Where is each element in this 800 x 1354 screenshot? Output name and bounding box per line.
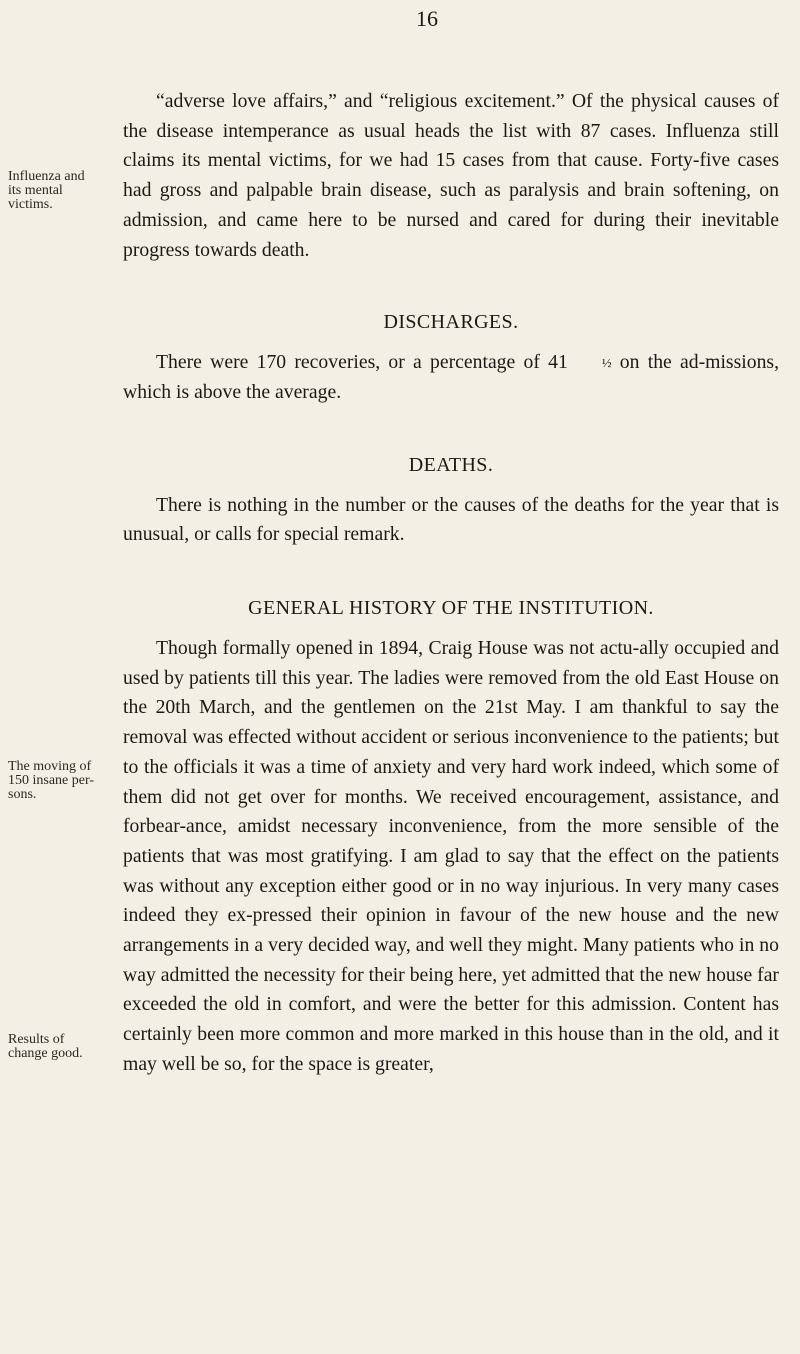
discharges-fraction: ½ [601, 355, 612, 371]
discharges-heading: DISCHARGES. [383, 311, 519, 334]
deaths-heading: DEATHS. [408, 453, 494, 476]
discharges-text-start: There were 170 recoveries, or a percentage of 41 [156, 351, 568, 374]
margin-note-line: victims. [8, 197, 53, 212]
margin-note-line: Results of [8, 1032, 65, 1047]
margin-note-line: its mental [8, 183, 63, 198]
discharges-text-end: on the ad-missions, which is above the average. [123, 351, 779, 403]
discharges-paragraph [123, 348, 779, 407]
margin-note-line: 150 insane per- [8, 773, 95, 788]
deaths-paragraph: There is nothing in the number or the causes of the deaths for the year that is unusual, or calls for special remark. [123, 493, 779, 546]
margin-note-influenza [8, 170, 112, 212]
history-heading: GENERAL HISTORY OF THE INSTITUTION. [248, 597, 654, 620]
main-text [123, 87, 779, 1080]
page-number: 16 [416, 6, 438, 31]
history-paragraph: Though formally opened in 1894, Craig House was not actu-ally occupied and used by patients till this year. The ladies were removed from the old East House on the 20th March, and the gentlemen on the 21st May. I am thankful to say the removal was effected without accident or serious inconvenience to the patients; but to the officials it was a time of anxiety and very hard work indeed, which some of them did not get over for months. We received encouragement, assistance, and forbear-ance, amidst necessary inconvenience, from the more sensible of the patients that was most gratifying. I am glad to say that the effect on the patients was without any exception either good or in no way injurious. In very many cases indeed they ex-pressed their opinion in favour of the new house and the new arrangements in a very decided way, and well they might. Many patients who in no way admitted the necessity for their being here, yet admitted that the new house far exceeded the old in comfort, and were the better for this admission. Content has certainly been more common and more marked in this house than in the old, and it may well be so, for the space is greater, [123, 637, 779, 1075]
margin-note-results [8, 1033, 112, 1061]
margin-note-line: The moving of [8, 759, 92, 774]
intro-paragraph: “adverse love affairs,” and “religious excitement.” Of the physical causes of the disease intemperance as usual heads the list with 87 cases. Influenza still claims its mental victims, for we had 15 cases from that cause. Forty-five cases had gross and palpable brain disease, such as paralysis and brain softening, on admission, and came here to be nursed and cared for during their inevitable progress towards death. [123, 90, 779, 261]
margin-note-line: sons. [8, 787, 37, 802]
margin-note-moving [8, 760, 112, 802]
margin-note-line: Influenza and [8, 169, 85, 184]
margin-note-line: change good. [8, 1046, 83, 1061]
